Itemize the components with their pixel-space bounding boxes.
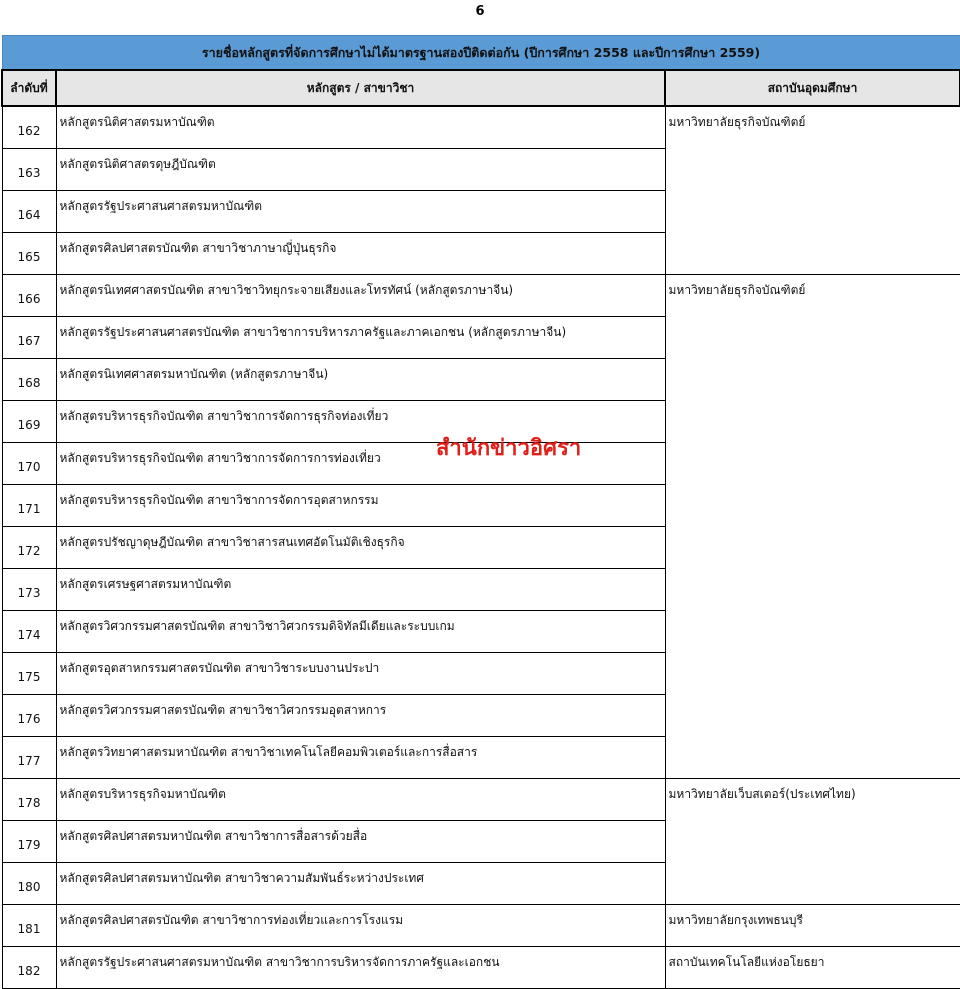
table-row [2, 106, 960, 149]
course-name: หลักสูตรรัฐประศาสนศาสตรมหาบัณฑิต [56, 191, 665, 233]
course-name: หลักสูตรศิลปศาสตรมหาบัณฑิต สาขาวิชาความสัมพันธ์ระหว่างประเทศ [56, 863, 665, 905]
row-number: 172 [2, 527, 56, 569]
institution-name: มหาวิทยาลัยเว็บสเตอร์(ประเทศไทย) [665, 779, 960, 905]
row-number: 163 [2, 149, 56, 191]
course-name: หลักสูตรปรัชญาดุษฎีบัณฑิต สาขาวิชาสารสนเทศอัตโนมัติเชิงธุรกิจ [56, 527, 665, 569]
table-row [2, 905, 960, 947]
course-name: หลักสูตรวิทยาศาสตรมหาบัณฑิต สาขาวิชาเทคโนโลยีคอมพิวเตอร์และการสื่อสาร [56, 737, 665, 779]
row-number: 178 [2, 779, 56, 821]
course-name: หลักสูตรบริหารธุรกิจมหาบัณฑิต [56, 779, 665, 821]
header-institution: สถาบันอุดมศึกษา [665, 70, 960, 106]
row-number: 175 [2, 653, 56, 695]
row-number: 168 [2, 359, 56, 401]
row-number: 170 [2, 443, 56, 485]
row-number: 171 [2, 485, 56, 527]
row-number: 165 [2, 233, 56, 275]
course-name: หลักสูตรศิลปศาสตรบัณฑิต สาขาวิชาการท่องเที่ยวและการโรงแรม [56, 905, 665, 947]
course-name: หลักสูตรวิศวกรรมศาสตรบัณฑิต สาขาวิชาวิศวกรรมอุตสาหการ [56, 695, 665, 737]
page-number: 6 [475, 4, 485, 19]
row-number: 179 [2, 821, 56, 863]
row-number: 167 [2, 317, 56, 359]
course-name: หลักสูตรนิเทศศาสตรมหาบัณฑิต (หลักสูตรภาษาจีน) [56, 359, 665, 401]
courses-table [1, 35, 960, 989]
row-number: 169 [2, 401, 56, 443]
table-row [2, 779, 960, 821]
row-number: 176 [2, 695, 56, 737]
course-name: หลักสูตรบริหารธุรกิจบัณฑิต สาขาวิชาการจัดการอุตสาหกรรม [56, 485, 665, 527]
institution-name: มหาวิทยาลัยกรุงเทพธนบุรี [665, 905, 960, 947]
row-number: 181 [2, 905, 56, 947]
row-number: 162 [2, 106, 56, 149]
row-number: 180 [2, 863, 56, 905]
row-number: 177 [2, 737, 56, 779]
course-name: หลักสูตรวิศวกรรมศาสตรบัณฑิต สาขาวิชาวิศวกรรมดิจิทัลมีเดียและระบบเกม [56, 611, 665, 653]
row-number: 166 [2, 275, 56, 317]
course-name: หลักสูตรบริหารธุรกิจบัณฑิต สาขาวิชาการจัดการธุรกิจท่องเที่ยว [56, 401, 665, 443]
course-name: หลักสูตรนิติศาสตรดุษฎีบัณฑิต [56, 149, 665, 191]
course-name: หลักสูตรรัฐประศาสนศาสตรบัณฑิต สาขาวิชาการบริหารภาครัฐและภาคเอกชน (หลักสูตรภาษาจีน) [56, 317, 665, 359]
institution-name: มหาวิทยาลัยธุรกิจบัณฑิตย์ [665, 275, 960, 779]
header-course: หลักสูตร / สาขาวิชา [56, 70, 665, 106]
institution-name: มหาวิทยาลัยธุรกิจบัณฑิตย์ [665, 106, 960, 275]
header-no: ลำดับที่ [2, 70, 56, 106]
row-number: 182 [2, 947, 56, 989]
row-number: 174 [2, 611, 56, 653]
institution-name: สถาบันเทคโนโลยีแห่งอโยธยา [665, 947, 960, 989]
course-name: หลักสูตรอุตสาหกรรมศาสตรบัณฑิต สาขาวิชาระบบงานประปา [56, 653, 665, 695]
table-title: รายชื่อหลักสูตรที่จัดการศึกษาไม่ได้มาตรฐานสองปีติดต่อกัน (ปีการศึกษา 2558 และปีการศึกษา 2559) [2, 36, 960, 71]
course-name: หลักสูตรบริหารธุรกิจบัณฑิต สาขาวิชาการจัดการการท่องเที่ยว [56, 443, 665, 485]
course-name: หลักสูตรศิลปศาสตรมหาบัณฑิต สาขาวิชาการสื่อสารด้วยสื่อ [56, 821, 665, 863]
course-name: หลักสูตรนิติศาสตรมหาบัณฑิต [56, 106, 665, 149]
watermark: สำนักข่าวอิศรา [436, 436, 582, 461]
course-name: หลักสูตรเศรษฐศาสตรมหาบัณฑิต [56, 569, 665, 611]
table-row [2, 947, 960, 989]
course-name: หลักสูตรศิลปศาสตรบัณฑิต สาขาวิชาภาษาญี่ปุ่นธุรกิจ [56, 233, 665, 275]
row-number: 164 [2, 191, 56, 233]
course-name: หลักสูตรนิเทศศาสตรบัณฑิต สาขาวิชาวิทยุกระจายเสียงและโทรทัศน์ (หลักสูตรภาษาจีน) [56, 275, 665, 317]
row-number: 173 [2, 569, 56, 611]
table-row [2, 275, 960, 317]
course-name: หลักสูตรรัฐประศาสนศาสตรมหาบัณฑิต สาขาวิชาการบริหารจัดการภาครัฐและเอกชน [56, 947, 665, 989]
